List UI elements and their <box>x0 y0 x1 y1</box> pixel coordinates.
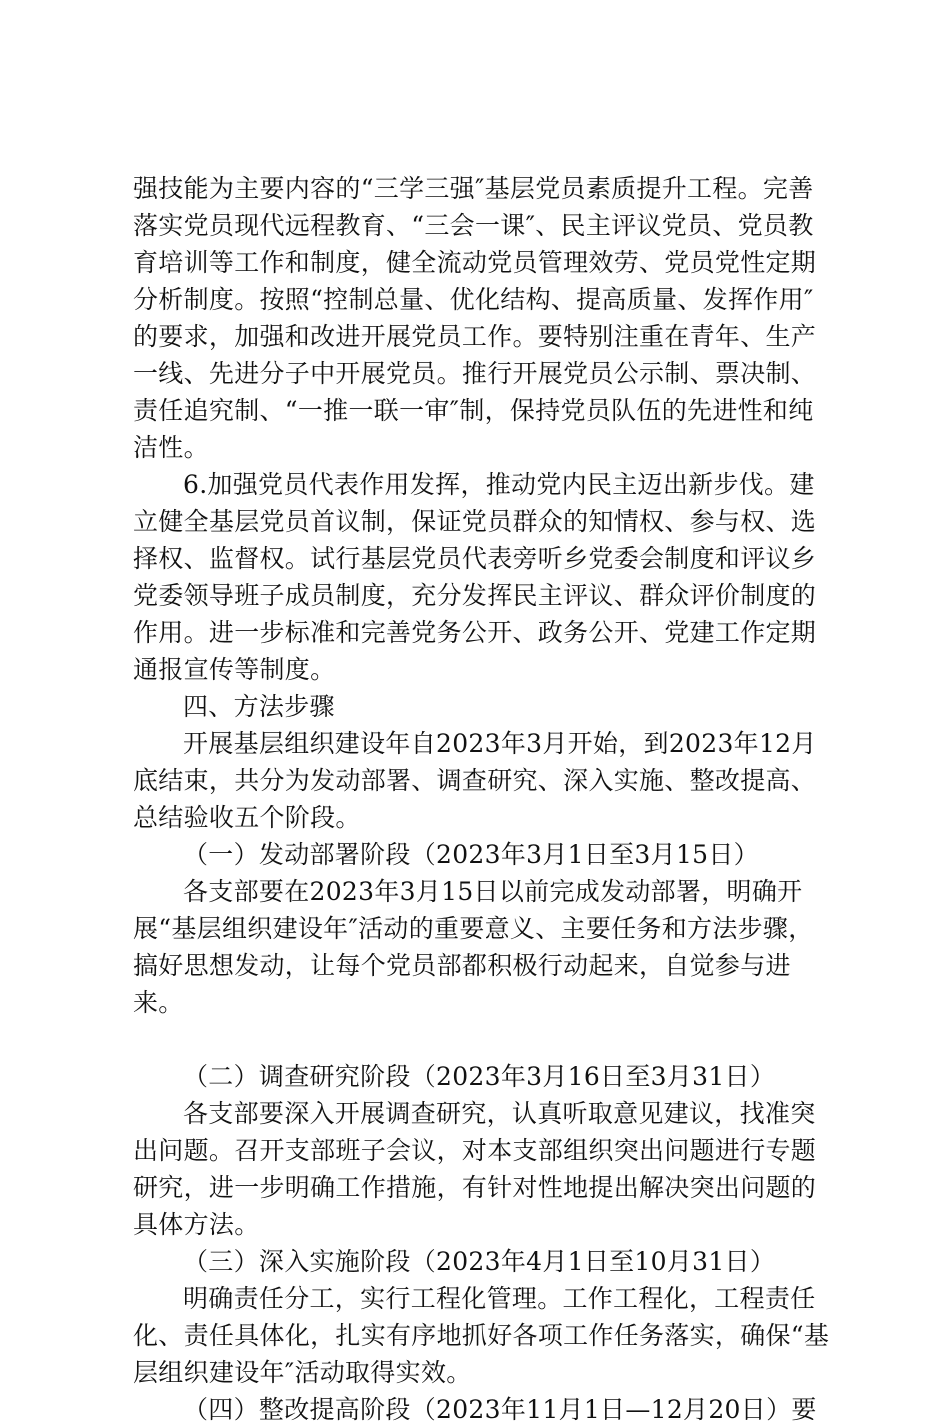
paragraph-quality-project: 强技能为主要内容的“三学三强″基层党员素质提升工程。完善落实党员现代远程教育、“三会一课″、民主评议党员、党员教育培训等工作和制度，健全流动党员管理效劳、党员党性定期分析制度。按照“控制总量、优化结构、提高质量、发挥作用″的要求，加强和改进开展党员工作。要特别注重在青年、生产一线、先进分子中开展党员。推行开展党员公示制、票决制、责任追究制、“一推一联一审″制，保持党员队伍的先进性和纯洁性。 <box>133 174 817 462</box>
stage-heading-3: （三）深入实施阶段（2023年4月1日至10月31日） <box>183 1247 776 1276</box>
paragraph-stage-1: 各支部要在2023年3月15日以前完成发动部署，明确开展“基层组织建设年″活动的重要意义、主要任务和方法步骤，搞好思想发动，让每个党员部都积极行动起来，自觉参与进来。 <box>133 877 814 1017</box>
stage-heading-4: （四）整改提高阶段（2023年11月1日—12月20日）要 <box>183 1395 817 1424</box>
document-body <box>133 170 833 1428</box>
stage-heading-1: （一）发动部署阶段（2023年3月1日至3月15日） <box>183 840 759 869</box>
paragraph-schedule-overview: 开展基层组织建设年自2023年3月开始，到2023年12月底结束，共分为发动部署、调查研究、深入实施、整改提高、总结验收五个阶段。 <box>133 729 817 832</box>
blank-line <box>133 1021 833 1058</box>
paragraph-stage-2: 各支部要深入开展调查研究，认真听取意见建议，找准突出问题。召开支部班子会议，对本支部组织突出问题进行专题研究，进一步明确工作措施，有针对性地提出解决突出问题的具体方法。 <box>133 1099 817 1239</box>
section-heading-methods: 四、方法步骤 <box>183 692 335 721</box>
stage-heading-2: （二）调查研究阶段（2023年3月16日至3月31日） <box>183 1062 776 1091</box>
paragraph-item-6: 6.加强党员代表作用发挥，推动党内民主迈出新步伐。建立健全基层党员首议制，保证党员群众的知情权、参与权、选择权、监督权。试行基层党员代表旁听乡党委会制度和评议乡党委领导班子成员制度，充分发挥民主评议、群众评价制度的作用。进一步标准和完善党务公开、政务公开、党建工作定期通报宣传等制度。 <box>133 470 817 684</box>
paragraph-stage-3: 明确责任分工，实行工程化管理。工作工程化，工程责任化、责任具体化，扎实有序地抓好各项工作任务落实，确保“基层组织建设年″活动取得实效。 <box>133 1284 830 1387</box>
